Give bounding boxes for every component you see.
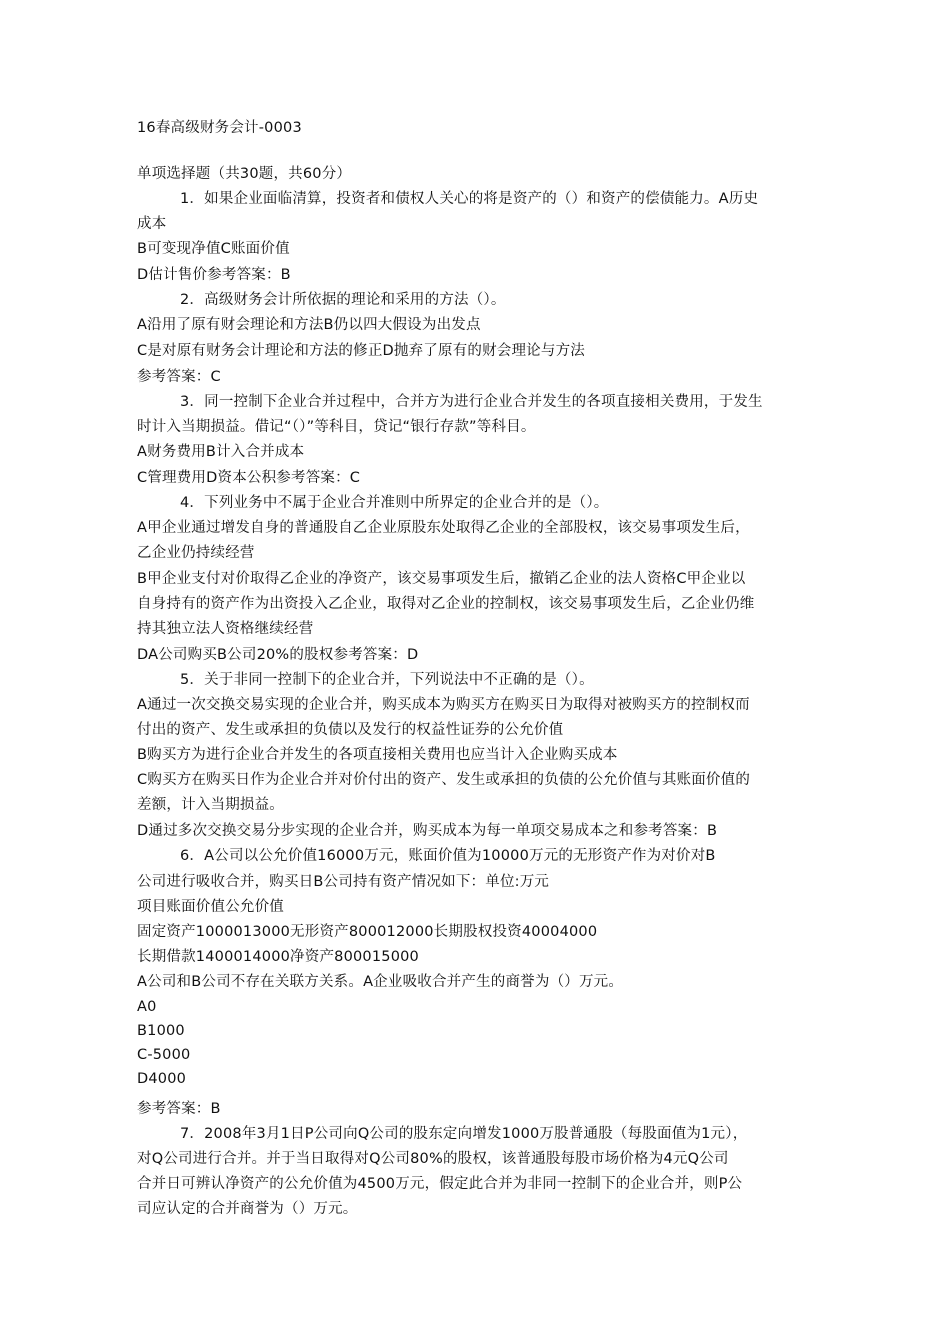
question-4-answer: DA公司购买B公司20%的股权参考答案：D [137,647,419,663]
question-2-stem: 2．高级财务会计所依据的理论和采用的方法（）。 [180,292,506,308]
question-5-option-a: A通过一次交换交易实现的企业合并，购买成本为购买方在购买日为取得对被购买方的控制权而 [137,697,750,713]
question-6-option-b: B1000 [137,1023,185,1039]
question-5-stem: 5．关于非同一控制下的企业合并，下列说法中不正确的是（）。 [180,672,594,688]
question-5-option-c-cont: 差额，计入当期损益。 [137,797,284,813]
question-2-options-cd: C是对原有财务会计理论和方法的修正D抛弃了原有的财会理论与方法 [137,343,585,359]
question-4-option-a-cont: 乙企业仍持续经营 [137,545,255,561]
question-2-options-ab: A沿用了原有财会理论和方法B仍以四大假设为出发点 [137,317,481,333]
section-heading: 单项选择题（共30题，共60分） [137,166,352,182]
question-5-option-a-cont: 付出的资产、发生或承担的负债以及发行的权益性证券的公允价值 [137,722,564,738]
question-3-stem-cont: 时计入当期损益。借记“（）”等科目，贷记“银行存款”等科目。 [137,419,536,435]
question-5-option-d-answer: D通过多次交换交易分步实现的企业合并，购买成本为每一单项交易成本之和参考答案：B [137,823,718,839]
question-6-option-c: C-5000 [137,1047,191,1063]
question-6-stem-cont: 公司进行吸收合并，购买日B公司持有资产情况如下：单位:万元 [137,874,550,890]
question-6-option-a: A0 [137,999,157,1015]
question-5-option-c: C购买方在购买日作为企业合并对价付出的资产、发生或承担的负债的公允价值与其账面价值的 [137,772,751,788]
question-1-stem: 1．如果企业面临清算，投资者和债权人关心的将是资产的（）和资产的偿债能力。A历史 [180,191,759,207]
question-4-option-b: B甲企业支付对价取得乙企业的净资产，该交易事项发生后，撤销乙企业的法人资格C甲企业以 [137,571,746,587]
question-5-option-b: B购买方为进行企业合并发生的各项直接相关费用也应当计入企业购买成本 [137,747,618,763]
question-2-answer: 参考答案：C [137,369,221,385]
question-3-options-ab: A财务费用B计入合并成本 [137,444,305,460]
question-4-stem: 4．下列业务中不属于企业合并准则中所界定的企业合并的是（）。 [180,495,609,511]
question-6-answer: 参考答案：B [137,1101,221,1117]
question-6-table-row-2: 长期借款1400014000净资产800015000 [137,949,419,965]
question-6-stem: 6．A公司以公允价值16000万元，账面价值为10000万元的无形资产作为对价对B [180,848,716,864]
question-4-option-a: A甲企业通过增发自身的普通股自乙企业原股东处取得乙企业的全部股权，该交易事项发生后， [137,520,750,536]
question-7-stem-cont-2: 合并日可辨认净资产的公允价值为4500万元，假定此合并为非同一控制下的企业合并，则P公 [137,1176,743,1192]
question-1-answer: D估计售价参考答案：B [137,267,291,283]
document-title: 16春高级财务会计-0003 [137,120,302,136]
question-1-stem-cont: 成本 [137,216,167,232]
question-6-table-row-1: 固定资产1000013000无形资产800012000长期股权投资40004000 [137,924,598,940]
question-6-table-header: 项目账面价值公允价值 [137,899,284,915]
question-7-stem-cont-3: 司应认定的合并商誉为（）万元。 [137,1201,358,1217]
question-4-option-c: 自身持有的资产作为出资投入乙企业，取得对乙企业的控制权，该交易事项发生后，乙企业仍维 [137,596,755,612]
question-3-stem: 3．同一控制下企业合并过程中，合并方为进行企业合并发生的各项直接相关费用，于发生 [180,394,763,410]
question-1-options: B可变现净值C账面价值 [137,241,290,257]
question-6-question: A公司和B公司不存在关联方关系。A企业吸收合并产生的商誉为（）万元。 [137,974,624,990]
question-4-option-c-cont: 持其独立法人资格继续经营 [137,621,314,637]
question-7-stem-cont-1: 对Q公司进行合并。并于当日取得对Q公司80%的股权，该普通股每股市场价格为4元Q公司 [137,1151,729,1167]
question-6-option-d: D4000 [137,1071,187,1087]
question-7-stem: 7．2008年3月1日P公司向Q公司的股东定向增发1000万股普通股（每股面值为1元）， [180,1126,748,1142]
question-3-options-cd: C管理费用D资本公积参考答案：C [137,470,361,486]
